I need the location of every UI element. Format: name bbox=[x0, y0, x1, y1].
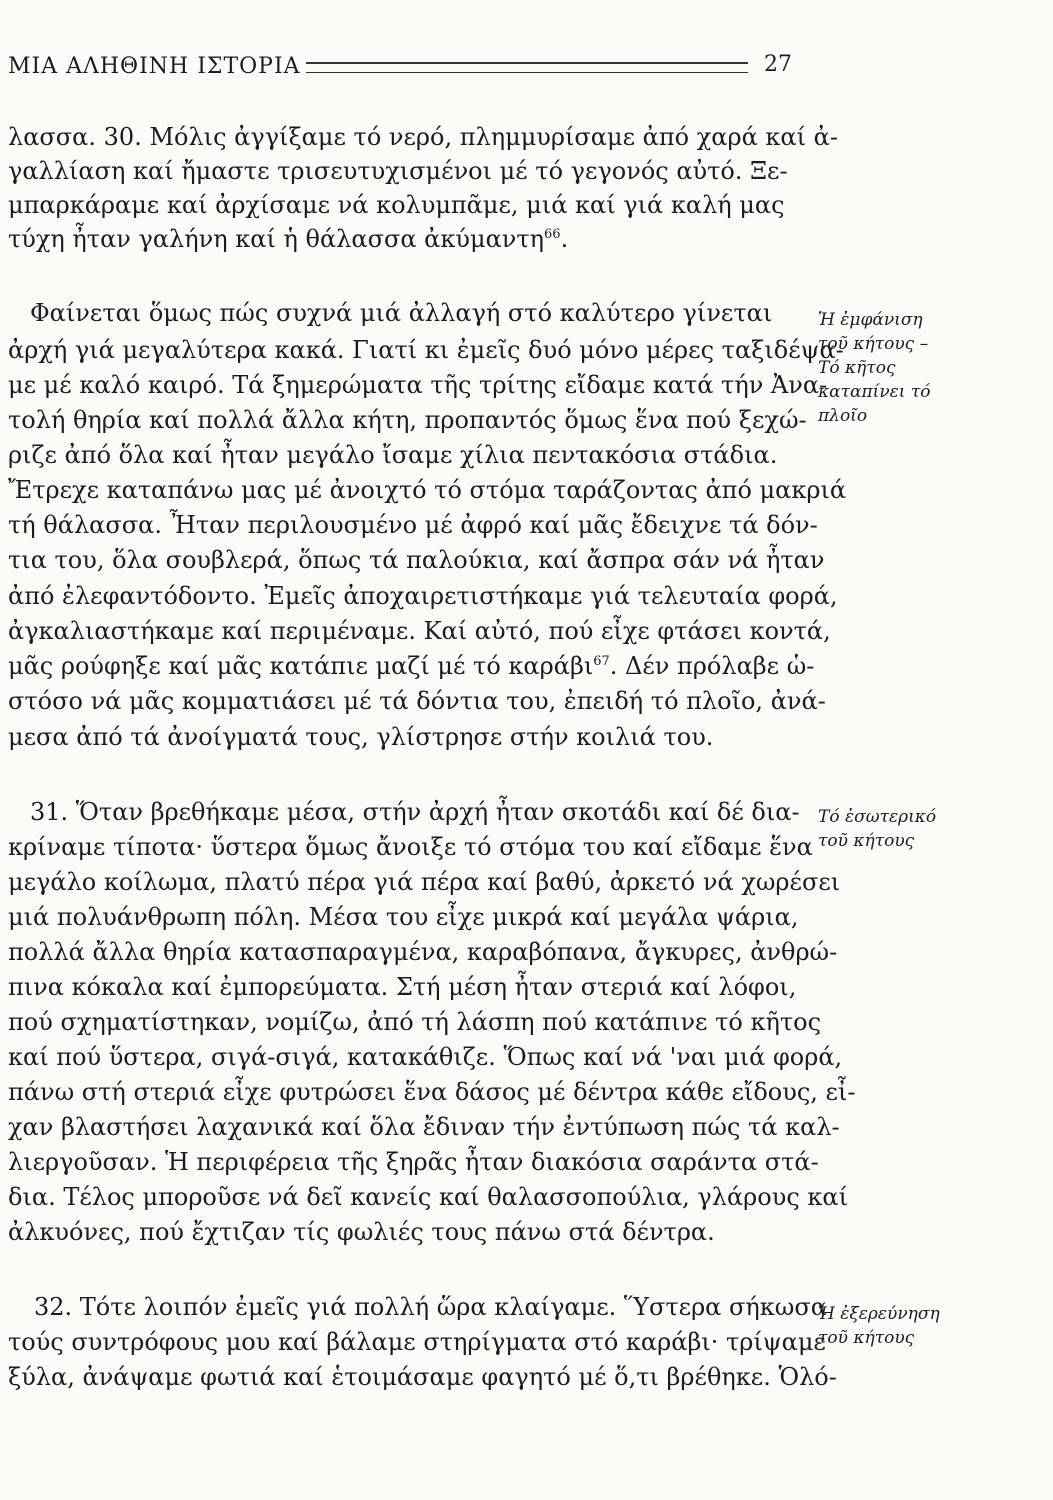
text-line: με μέ καλό καιρό. Τά ξημερώματα τῆς τρίτης εἴδαμε κατά τήν Ἀνα- bbox=[8, 371, 828, 399]
margin-note-whale-exploration bbox=[818, 1302, 940, 1350]
text-line: ξύλα, ἀνάψαμε φωτιά καί ἑτοιμάσαμε φαγητό μέ ὅ,τι βρέθηκε. Ὁλό- bbox=[8, 1363, 837, 1391]
margin-note-line: τοῦ κήτους – bbox=[818, 334, 929, 354]
header-rule bbox=[306, 62, 748, 73]
text-line: ριζε ἀπό ὅλα καί ἦταν μεγάλο ἴσαμε χίλια πεντακόσια στάδια. bbox=[8, 441, 778, 469]
text-line: πάνω στή στεριά εἶχε φυτρώσει ἕνα δάσος μέ δέντρα κάθε εἴδους, εἶ- bbox=[8, 1078, 856, 1106]
text-line: δια. Τέλος μποροῦσε νά δεῖ κανείς καί θαλασσοπούλια, γλάρους καί bbox=[8, 1183, 848, 1211]
text-line: Φαίνεται ὅμως πώς συχνά μιά ἀλλαγή στό καλύτερο γίνεται bbox=[30, 299, 773, 327]
text-line: 32. Τότε λοιπόν ἐμεῖς γιά πολλή ὥρα κλαίγαμε. Ὕστερα σήκωσα bbox=[34, 1293, 827, 1321]
margin-note-line: Τό κῆτος bbox=[818, 358, 896, 378]
text-line: πού σχηματίστηκαν, νομίζω, ἀπό τή λάσπη πού κατάπινε τό κῆτος bbox=[8, 1008, 822, 1036]
text-line-content: μᾶς ρούφηξε καί μᾶς κατάπιε μαζί μέ τό καράβι bbox=[8, 652, 594, 680]
text-line: ἀρχή γιά μεγαλύτερα κακά. Γιατί κι ἐμεῖς δυό μόνο μέρες ταξιδέψα- bbox=[8, 336, 844, 364]
text-line bbox=[8, 224, 568, 254]
text-line: μεσα ἀπό τά ἀνοίγματά τους, γλίστρησε στήν κοιλιά του. bbox=[8, 723, 714, 751]
text-line: ἀγκαλιαστήκαμε καί περιμέναμε. Καί αὐτό, πού εἶχε φτάσει κοντά, bbox=[8, 617, 831, 645]
text-line: λασσα. 30. Μόλις ἀγγίξαμε τό νερό, πλημμυρίσαμε ἀπό χαρά καί ἀ- bbox=[8, 123, 838, 151]
text-line: λιεργοῦσαν. Ἡ περιφέρεια τῆς ξηρᾶς ἦταν διακόσια σαράντα στά- bbox=[8, 1148, 819, 1176]
margin-note-line: τοῦ κήτους bbox=[818, 831, 915, 851]
text-line: τούς συντρόφους μου καί βάλαμε στηρίγματα στό καράβι· τρίψαμε bbox=[8, 1328, 826, 1356]
text-line: πολλά ἄλλα θηρία κατασπαραγμένα, καραβόπανα, ἄγκυρες, ἀνθρώ- bbox=[8, 938, 838, 966]
text-line: κρίναμε τίποτα· ὕστερα ὅμως ἄνοιξε τό στόμα του καί εἴδαμε ἕνα bbox=[8, 833, 813, 861]
margin-note-whale-interior bbox=[818, 805, 936, 853]
margin-note-whale-appears bbox=[818, 308, 931, 428]
text-line: πινα κόκαλα καί ἐμπορεύματα. Στή μέση ἦταν στεριά καί λόφοι, bbox=[8, 973, 797, 1001]
footnote-ref: 67 bbox=[593, 654, 610, 669]
text-line: χαν βλαστήσει λαχανικά καί ὅλα ἔδιναν τήν ἐντύπωση πώς τά καλ- bbox=[8, 1113, 840, 1141]
text-period: . bbox=[560, 225, 569, 253]
text-line-content: τύχη ἦταν γαλήνη καί ἡ θάλασσα ἀκύμαντη bbox=[8, 225, 545, 253]
text-line bbox=[8, 651, 814, 681]
page-number: 27 bbox=[764, 52, 792, 77]
text-line: μπαρκάραμε καί ἀρχίσαμε νά κολυμπᾶμε, μιά καί γιά καλή μας bbox=[8, 191, 785, 219]
text-line: τολή θηρία καί πολλά ἄλλα κήτη, προπαντός ὅμως ἕνα πού ξεχώ- bbox=[8, 406, 807, 434]
text-line: καί πού ὕστερα, σιγά-σιγά, κατακάθιζε. Ὅπως καί νά 'ναι μιά φορά, bbox=[8, 1043, 843, 1071]
margin-note-line: Ἡ ἐξερεύνηση bbox=[818, 1304, 940, 1324]
margin-note-line: πλοῖο bbox=[818, 406, 868, 426]
text-line-tail: . Δέν πρόλαβε ὡ- bbox=[609, 652, 815, 680]
page-header bbox=[8, 48, 792, 84]
text-line: Ἔτρεχε καταπάνω μας μέ ἀνοιχτό τό στόμα ταράζοντας ἀπό μακριά bbox=[8, 476, 847, 504]
text-line: στόσο νά μᾶς κομματιάσει μέ τά δόντια του, ἐπειδή τό πλοῖο, ἀνά- bbox=[8, 687, 826, 715]
text-line: 31. Ὅταν βρεθήκαμε μέσα, στήν ἀρχή ἦταν σκοτάδι καί δέ δια- bbox=[30, 798, 800, 826]
text-line: μιά πολυάνθρωπη πόλη. Μέσα του εἶχε μικρά καί μεγάλα ψάρια, bbox=[8, 903, 799, 931]
running-title: ΜΙΑ ΑΛΗΘΙΝΗ ΙΣΤΟΡΙΑ bbox=[8, 54, 301, 79]
text-line: ἀλκυόνες, πού ἔχτιζαν τίς φωλιές τους πάνω στά δέντρα. bbox=[8, 1218, 715, 1246]
text-line: γαλλίαση καί ἤμαστε τρισευτυχισμένοι μέ τό γεγονός αὐτό. Ξε- bbox=[8, 157, 788, 185]
text-line: τή θάλασσα. Ἦταν περιλουσμένο μέ ἀφρό καί μᾶς ἔδειχνε τά δόν- bbox=[8, 511, 818, 539]
margin-note-line: τοῦ κήτους bbox=[818, 1328, 915, 1348]
footnote-ref: 66 bbox=[544, 227, 561, 242]
margin-note-line: Ἡ ἐμφάνιση bbox=[818, 310, 923, 330]
text-line: τια του, ὅλα σουβλερά, ὅπως τά παλούκια, καί ἄσπρα σάν νά ἦταν bbox=[8, 546, 825, 574]
text-line: μεγάλο κοίλωμα, πλατύ πέρα γιά πέρα καί βαθύ, ἀρκετό νά χωρέσει bbox=[8, 868, 841, 896]
text-line: ἀπό ἐλεφαντόδοντο. Ἐμεῖς ἀποχαιρετιστήκαμε γιά τελευταία φορά, bbox=[8, 582, 838, 610]
margin-note-line: καταπίνει τό bbox=[818, 382, 931, 402]
margin-note-line: Τό ἐσωτερικό bbox=[818, 807, 937, 827]
